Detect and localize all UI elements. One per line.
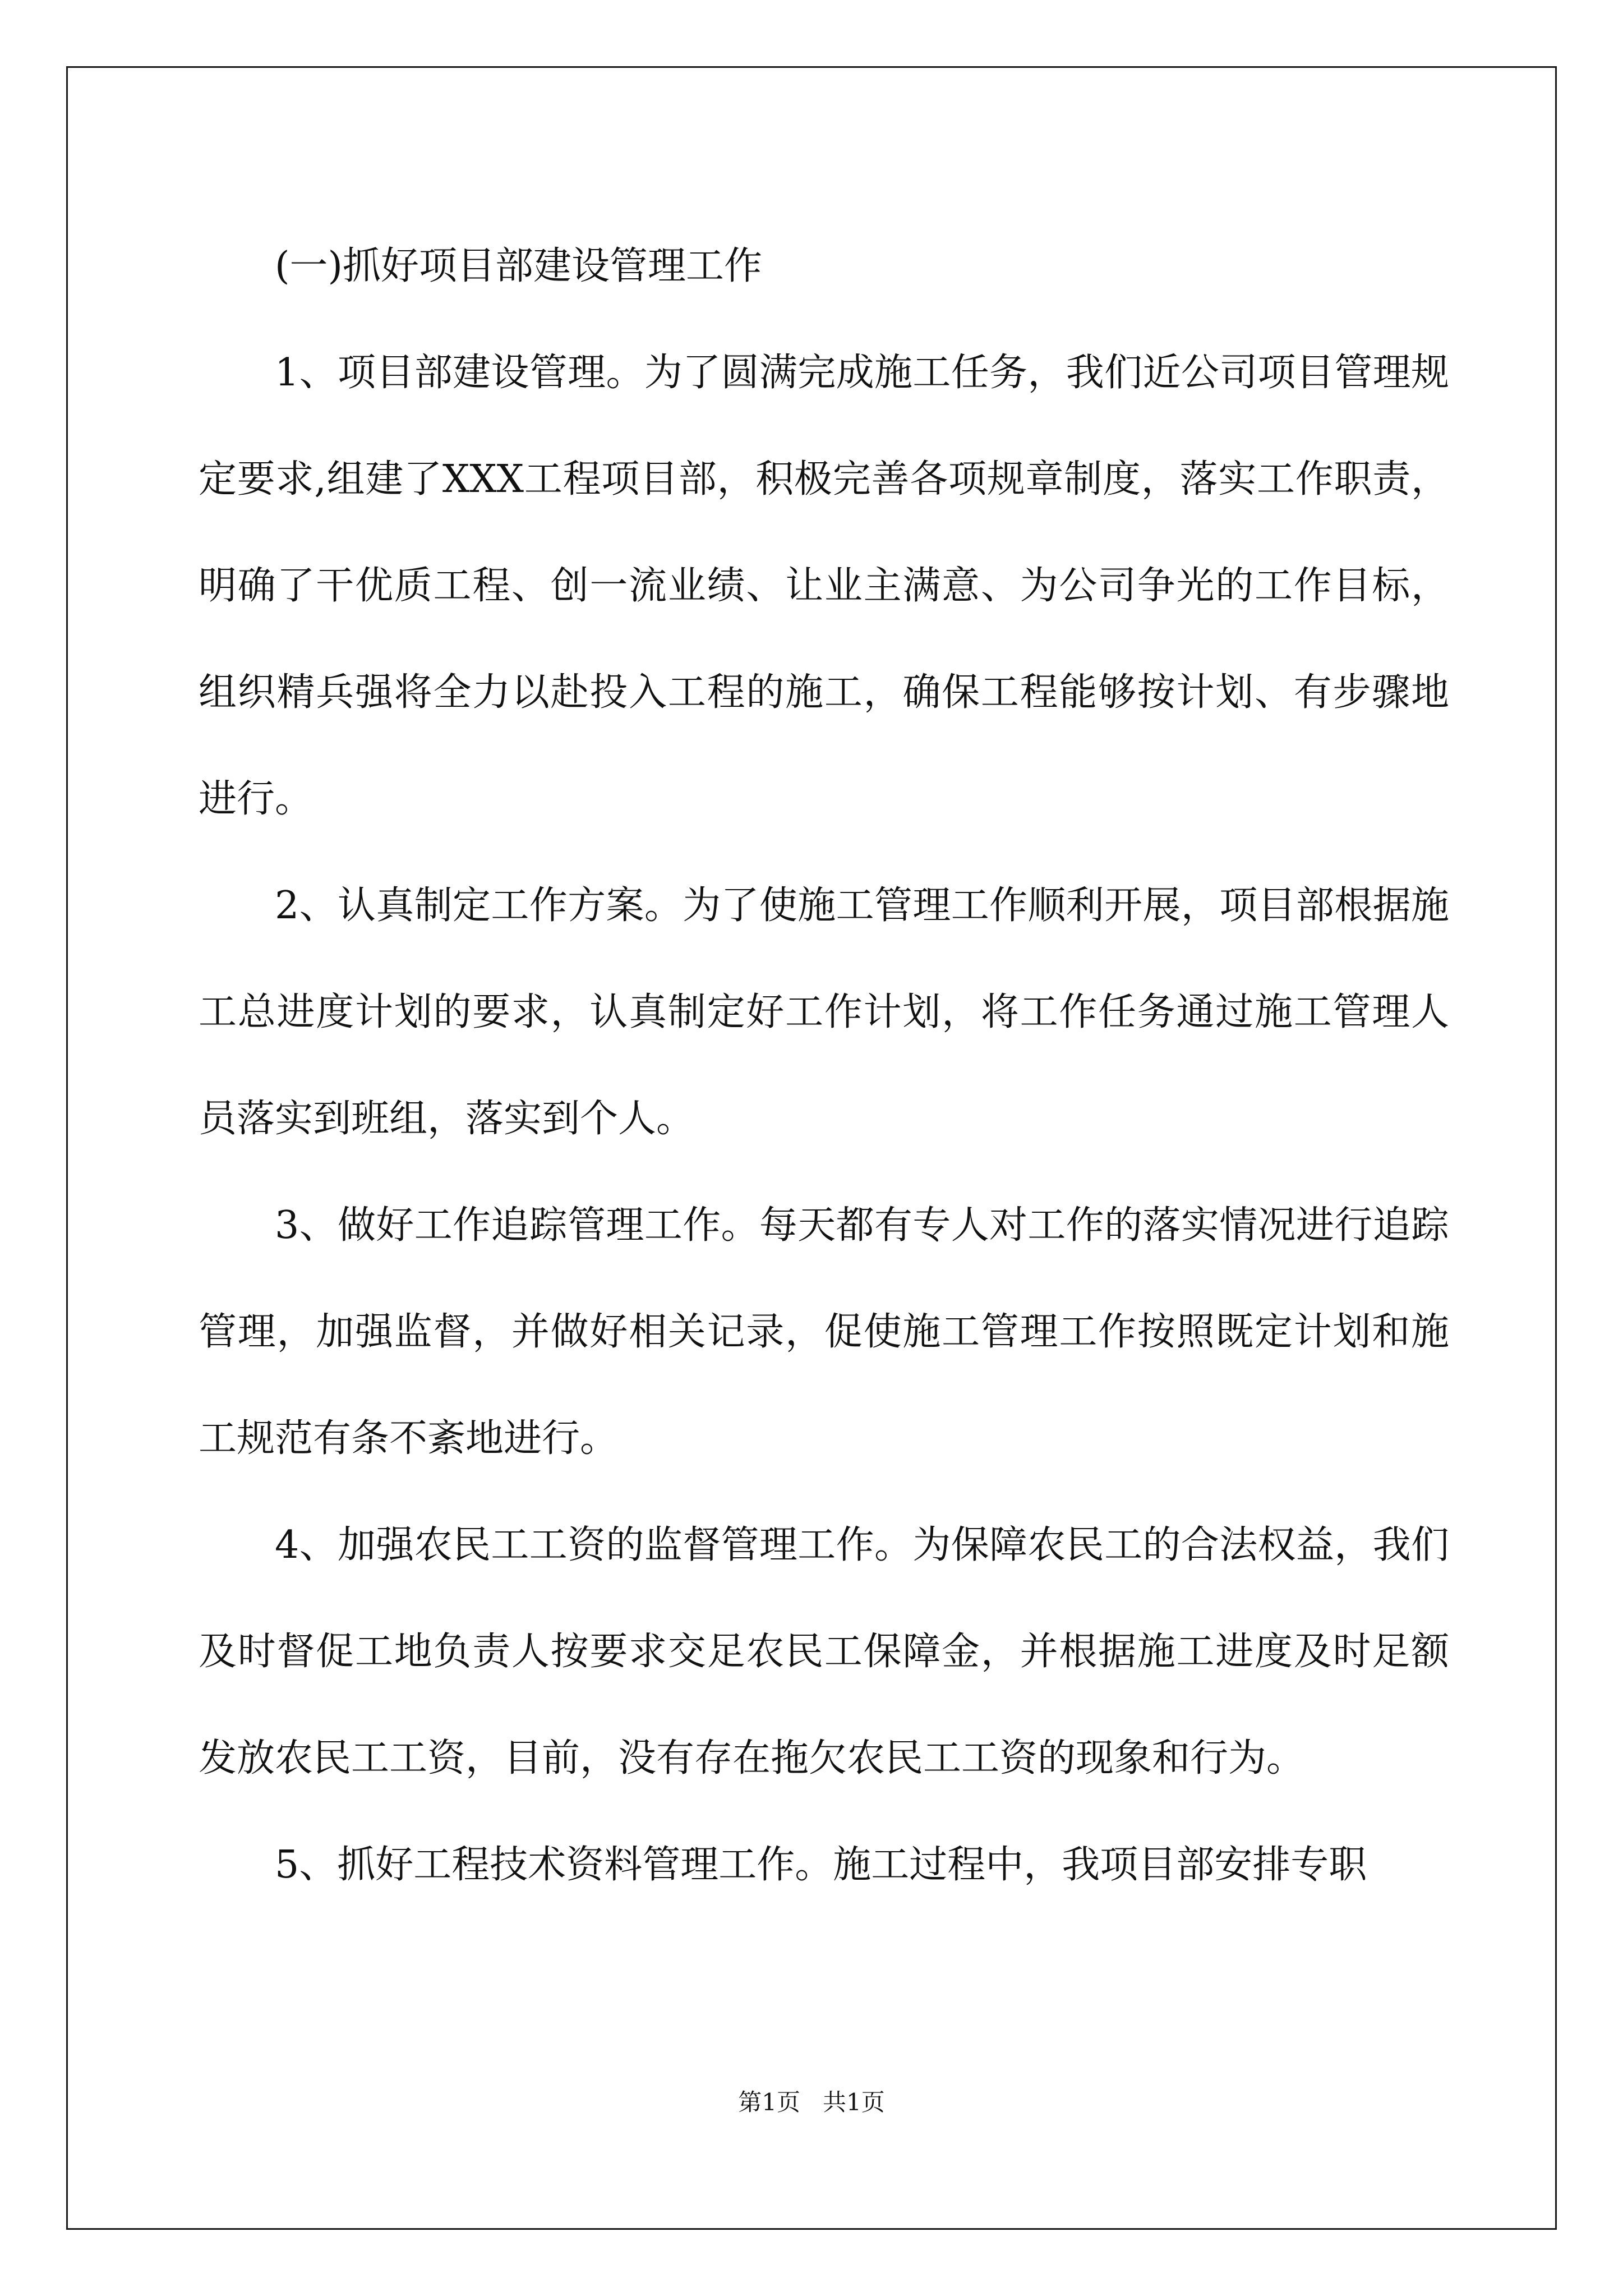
- paragraph-5: 5、抓好工程技术资料管理工作。施工过程中，我项目部安排专职: [275, 1843, 1367, 1887]
- paragraph-2: 2、认真制定工作方案。为了使施工管理工作顺利开展，项目部根据施工总进度计划的要求，认真制定好工作计划，将工作任务通过施工管理人员落实到班组，落实到个人。: [199, 884, 1449, 1141]
- paragraph-3: 3、做好工作追踪管理工作。每天都有专人对工作的落实情况进行追踪管理，加强监督，并做好相关记录，促使施工管理工作按照既定计划和施工规范有条不紊地进行。: [199, 1203, 1449, 1461]
- section-heading: (一)抓好项目部建设管理工作: [275, 244, 763, 288]
- paragraph-1: 1、项目部建设管理。为了圆满完成施工任务，我们近公司项目管理规定要求,组建了XXX工程项目部，积极完善各项规章制度，落实工作职责，明确了干优质工程、创一流业绩、让业主满意、为公司争光的工作目标，组织精兵强将全力以赴投入工程的施工，确保工程能够按计划、有步骤地进行。: [199, 351, 1449, 821]
- document-body: [199, 213, 1449, 1918]
- page-footer: 第1页 共1页: [738, 2088, 885, 2116]
- paragraph-4: 4、加强农民工工资的监督管理工作。为保障农民工的合法权益，我们及时督促工地负责人按要求交足农民工保障金，并根据施工进度及时足额发放农民工工资，目前，没有存在拖欠农民工工资的现象和行为。: [199, 1523, 1449, 1780]
